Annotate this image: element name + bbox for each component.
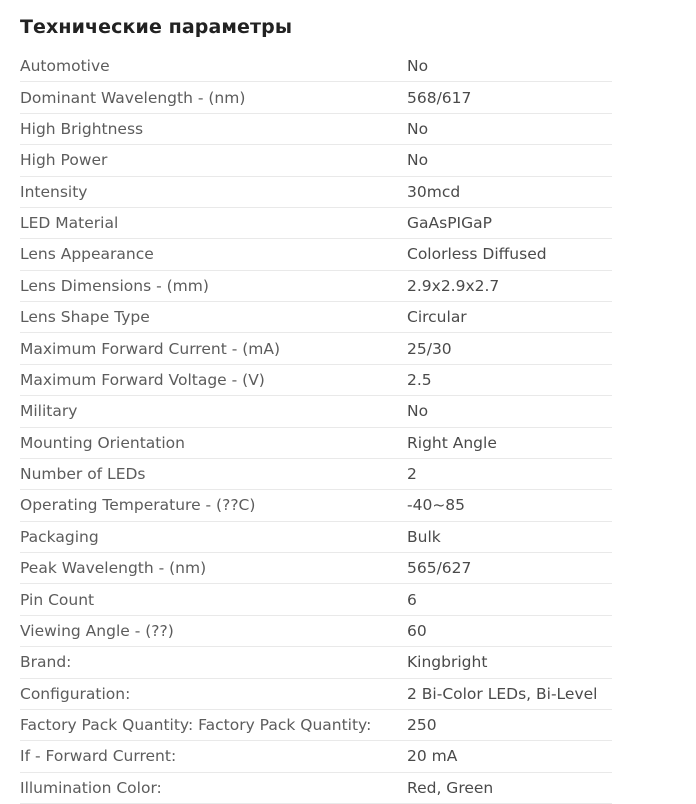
spec-row	[20, 82, 612, 113]
spec-row	[20, 302, 612, 333]
spec-name: Dominant Wavelength - (nm)	[20, 88, 246, 107]
spec-row	[20, 271, 612, 302]
spec-name: Configuration:	[20, 684, 131, 703]
spec-name: Peak Wavelength - (nm)	[20, 559, 207, 578]
spec-row	[20, 490, 612, 521]
spec-name: High Power	[20, 151, 108, 170]
spec-name: Lens Appearance	[20, 245, 154, 264]
spec-row	[20, 145, 612, 176]
spec-name: Automotive	[20, 57, 110, 76]
spec-value: 25/30	[407, 339, 452, 358]
spec-value: 568/617	[407, 88, 472, 107]
spec-value: 2.5	[407, 370, 432, 389]
spec-name: Brand:	[20, 653, 72, 672]
spec-value: 2	[407, 465, 417, 484]
spec-value: Red, Green	[407, 778, 494, 797]
spec-row	[20, 773, 612, 804]
spec-value: 2 Bi-Color LEDs, Bi-Level	[407, 684, 598, 703]
section-title: Технические параметры	[20, 16, 293, 38]
spec-row	[20, 459, 612, 490]
specs-table	[20, 51, 612, 804]
spec-value: Right Angle	[407, 433, 497, 452]
spec-name: Lens Shape Type	[20, 308, 150, 327]
spec-row	[20, 208, 612, 239]
spec-row	[20, 114, 612, 145]
spec-name: Pin Count	[20, 590, 95, 609]
spec-value: -40~85	[407, 496, 466, 515]
spec-name: Factory Pack Quantity: Factory Pack Quantity:	[20, 716, 372, 735]
spec-value: 30mcd	[407, 182, 461, 201]
spec-value: No	[407, 151, 429, 170]
spec-value: 250	[407, 716, 437, 735]
spec-name: High Brightness	[20, 119, 144, 138]
spec-value: 2.9x2.9x2.7	[407, 276, 500, 295]
spec-name: If - Forward Current:	[20, 747, 177, 766]
spec-value: Circular	[407, 308, 467, 327]
spec-name: Lens Dimensions - (mm)	[20, 276, 209, 295]
spec-name: Intensity	[20, 182, 88, 201]
spec-value: 20 mA	[407, 747, 458, 766]
spec-row	[20, 365, 612, 396]
spec-value: Bulk	[407, 527, 441, 546]
spec-value: 60	[407, 621, 427, 640]
spec-value: No	[407, 57, 429, 76]
spec-row	[20, 396, 612, 427]
spec-row	[20, 428, 612, 459]
spec-name: Packaging	[20, 527, 99, 546]
spec-row	[20, 647, 612, 678]
spec-name: Operating Temperature - (??C)	[20, 496, 256, 515]
spec-row	[20, 51, 612, 82]
spec-row	[20, 239, 612, 270]
spec-name: Maximum Forward Voltage - (V)	[20, 370, 265, 389]
spec-row	[20, 553, 612, 584]
spec-value: Kingbright	[407, 653, 488, 672]
spec-row	[20, 616, 612, 647]
spec-name: Military	[20, 402, 78, 421]
spec-row	[20, 741, 612, 772]
spec-name: LED Material	[20, 214, 119, 233]
spec-value: No	[407, 119, 429, 138]
spec-name: Mounting Orientation	[20, 433, 185, 452]
spec-value: No	[407, 402, 429, 421]
spec-row	[20, 522, 612, 553]
spec-row	[20, 333, 612, 364]
spec-name: Number of LEDs	[20, 465, 146, 484]
spec-name: Illumination Color:	[20, 778, 162, 797]
spec-row	[20, 177, 612, 208]
spec-name: Maximum Forward Current - (mA)	[20, 339, 281, 358]
spec-row	[20, 710, 612, 741]
spec-value: GaAsPIGaP	[407, 214, 492, 233]
spec-row	[20, 679, 612, 710]
spec-name: Viewing Angle - (??)	[20, 621, 174, 640]
spec-value: Colorless Diffused	[407, 245, 547, 264]
spec-value: 565/627	[407, 559, 472, 578]
spec-value: 6	[407, 590, 417, 609]
spec-row	[20, 584, 612, 615]
